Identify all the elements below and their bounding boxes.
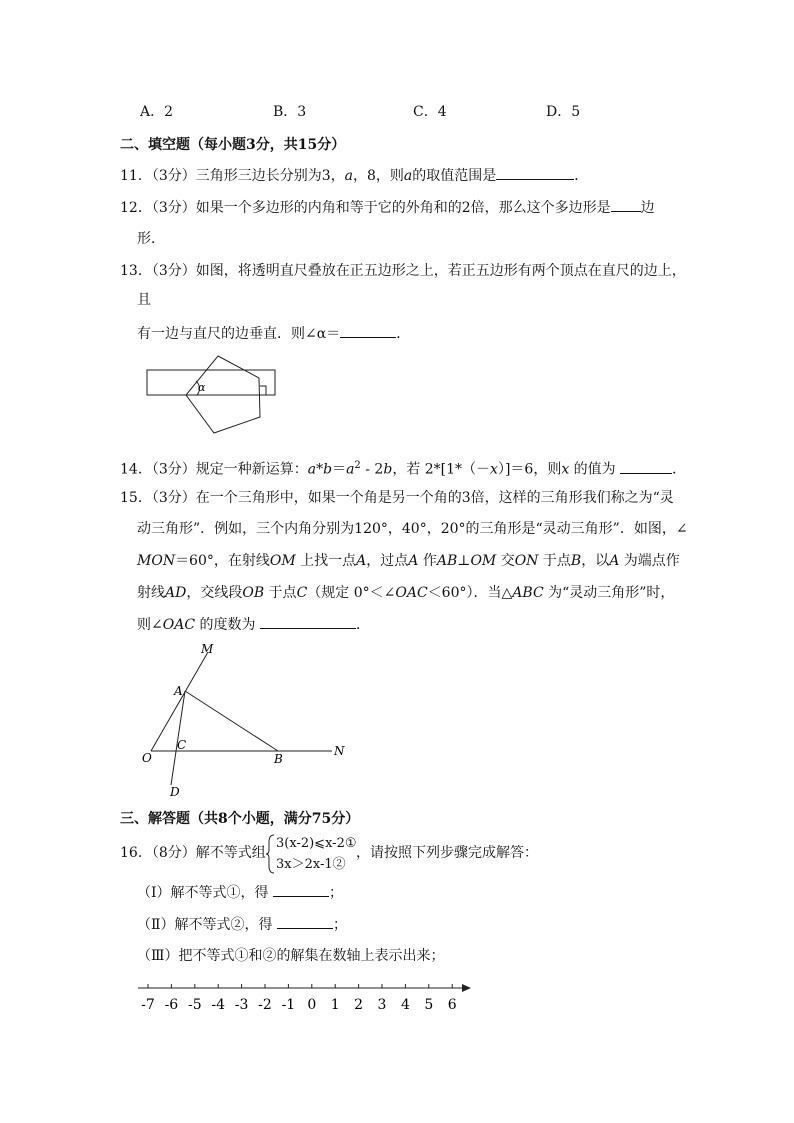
choice-d: D．5 bbox=[546, 104, 581, 120]
q15-var: OAC bbox=[162, 617, 196, 633]
q15-text: ，过点 bbox=[366, 553, 409, 569]
axis-tick-label: -3 bbox=[234, 997, 249, 1013]
q15-line4 bbox=[137, 583, 674, 603]
q15-text: ⊥ bbox=[457, 553, 471, 569]
q15-text: ，以 bbox=[581, 553, 610, 569]
q11-var: a bbox=[344, 168, 353, 184]
axis-tick-label: -4 bbox=[211, 997, 226, 1013]
q14-text: ． bbox=[672, 461, 687, 478]
q15-line2: 动三角形”．例如，三个内角分别为120°，40°，20°的三角形是“灵动三角形”．如图，∠ bbox=[137, 521, 688, 537]
answer-blank-16-1[interactable] bbox=[273, 882, 329, 897]
q15-var: OM bbox=[470, 553, 497, 569]
inequality-1: 3(x-2)⩽x-2① bbox=[276, 836, 357, 851]
q14-text: 14．（3分）规定一种新运算： bbox=[120, 461, 308, 478]
q15-text: ，交线段 bbox=[186, 585, 243, 601]
q14-var: b bbox=[323, 461, 333, 478]
q11-text: 的取值范围是 bbox=[412, 168, 497, 184]
q15-var: ABC bbox=[512, 585, 544, 601]
answer-blank-15[interactable] bbox=[260, 614, 356, 629]
q16-intro: 16．（8分）解不等式组 bbox=[120, 845, 266, 861]
q15-text: 则∠ bbox=[137, 617, 163, 633]
q15-text: 于点 bbox=[538, 553, 571, 569]
answer-blank-16-2[interactable] bbox=[277, 914, 333, 929]
q11-var: a bbox=[403, 168, 413, 184]
q15-var: A bbox=[408, 553, 419, 569]
answer-blank-11[interactable] bbox=[496, 165, 574, 180]
ruler-pentagon-figure bbox=[140, 350, 285, 440]
q15-text: 的度数为 bbox=[195, 617, 256, 633]
q14-text: - 2 bbox=[360, 461, 384, 478]
choice-c: C．4 bbox=[413, 104, 447, 120]
choice-b: B．3 bbox=[273, 104, 307, 120]
q16-step-3: （Ⅲ）把不等式①和②的解集在数轴上表示出来； bbox=[137, 948, 445, 964]
q14-sup: 2 bbox=[354, 460, 361, 471]
q14-text: ，若 2*[1*（－ bbox=[392, 461, 491, 478]
q15-text: ＝60°，在射线 bbox=[175, 553, 270, 569]
q15-text: 为端点作 bbox=[619, 553, 680, 569]
axis-tick-label: 4 bbox=[400, 997, 410, 1013]
q15-var: OB bbox=[242, 585, 265, 601]
q15-text: ＜60°）．当△ bbox=[427, 585, 513, 601]
alpha-label: α bbox=[198, 381, 206, 394]
q12-text: 12．（3分）如果一个多边形的内角和等于它的外角和的2倍，那么这个多边形是 bbox=[120, 200, 611, 216]
label-a: A bbox=[174, 684, 183, 698]
q13-line3 bbox=[137, 323, 410, 344]
q12-text: 边 bbox=[640, 200, 655, 216]
q16-text: （Ⅱ）解不等式②，得 bbox=[137, 917, 273, 933]
axis-tick-label: -6 bbox=[164, 997, 179, 1013]
q12-line2: 形． bbox=[137, 231, 165, 247]
q15-var: OAC bbox=[395, 585, 428, 601]
q15-line1: 15．（3分）在一个三角形中，如果一个角是另一个角的3倍，这样的三角形我们称之为“灵 bbox=[120, 490, 674, 506]
question-11 bbox=[120, 165, 588, 186]
question-12 bbox=[120, 197, 655, 218]
q13-line2: 且 bbox=[137, 292, 151, 308]
axis-tick-label: 3 bbox=[377, 997, 387, 1013]
q14-text: ）]＝6，则 bbox=[497, 461, 562, 478]
axis-tick-label: 0 bbox=[307, 997, 317, 1013]
axis-tick-label: 2 bbox=[354, 997, 364, 1013]
q15-line5 bbox=[137, 614, 370, 635]
question-14 bbox=[120, 456, 686, 480]
q16-step-2 bbox=[137, 914, 347, 935]
q15-var: AB bbox=[436, 553, 458, 569]
q15-var: MON bbox=[137, 553, 176, 569]
choice-a: A．2 bbox=[140, 104, 174, 120]
label-n: N bbox=[334, 744, 345, 758]
axis-tick-label: 6 bbox=[447, 997, 457, 1013]
q14-var: x bbox=[490, 461, 498, 478]
inequality-2: 3x＞2x-1② bbox=[276, 857, 346, 872]
answer-blank-13[interactable] bbox=[340, 323, 396, 338]
q13-text: ． bbox=[396, 326, 411, 342]
q13-line1: 13．（3分）如图，将透明直尺叠放在正五边形之上，若正五边形有两个顶点在直尺的边上， bbox=[120, 263, 686, 279]
q15-var: ON bbox=[514, 553, 539, 569]
axis-tick-label: 5 bbox=[424, 997, 434, 1013]
q15-text: 为“灵动三角形”时， bbox=[543, 585, 675, 601]
label-b: B bbox=[274, 752, 283, 766]
q15-var: C bbox=[296, 585, 308, 601]
q15-var: A bbox=[609, 553, 620, 569]
q15-text: 作 bbox=[418, 553, 437, 569]
q15-text: ． bbox=[355, 617, 370, 633]
ray-om bbox=[151, 652, 208, 751]
q14-var: a bbox=[346, 461, 355, 478]
q15-text: 上找一点 bbox=[295, 553, 357, 569]
axis-arrow bbox=[462, 984, 471, 992]
q14-text: 的值为 bbox=[569, 461, 616, 478]
q14-var: x bbox=[561, 461, 570, 478]
label-o: O bbox=[142, 751, 152, 765]
right-angle-mark bbox=[260, 386, 266, 395]
system-brace bbox=[266, 834, 276, 874]
q16-instruction: ，请按照下列步骤完成解答： bbox=[356, 845, 538, 861]
q14-text: ＝ bbox=[332, 461, 347, 478]
q16-text: （Ⅰ）解不等式①，得 bbox=[137, 885, 269, 901]
q14-var: b bbox=[383, 461, 393, 478]
answer-blank-12[interactable] bbox=[611, 197, 641, 212]
q15-text: （规定 0°＜∠ bbox=[307, 585, 396, 601]
q15-text: 于点 bbox=[264, 585, 297, 601]
axis-tick-label: 1 bbox=[330, 997, 340, 1013]
q11-text: ，8，则 bbox=[353, 168, 404, 184]
label-m: M bbox=[201, 642, 214, 656]
q13-text: 有一边与直尺的边垂直．则∠α＝ bbox=[137, 326, 341, 342]
ruler bbox=[147, 370, 275, 395]
segment-ab bbox=[185, 691, 278, 751]
q15-var: B bbox=[570, 553, 582, 569]
triangle-figure bbox=[130, 638, 360, 798]
axis-tick-label: -1 bbox=[281, 997, 296, 1013]
section-3-title: 三、解答题（共8个小题，满分75分） bbox=[120, 811, 360, 827]
label-c: C bbox=[177, 738, 187, 752]
axis-tick-label: -2 bbox=[258, 997, 272, 1013]
answer-blank-14[interactable] bbox=[620, 459, 672, 474]
q15-line3 bbox=[137, 551, 680, 571]
q16-text: ； bbox=[328, 885, 343, 901]
axis-tick-label: -7 bbox=[141, 997, 155, 1013]
number-line bbox=[130, 978, 480, 1014]
q15-text: 射线 bbox=[137, 585, 165, 601]
q16-step-1 bbox=[137, 882, 343, 903]
q14-text: * bbox=[316, 461, 324, 478]
q15-var: AD bbox=[165, 585, 187, 601]
q15-var: A bbox=[356, 553, 367, 569]
q14-var: a bbox=[307, 461, 317, 478]
q15-text: 交 bbox=[496, 553, 515, 569]
section-2-title: 二、填空题（每小题3分，共15分） bbox=[120, 137, 346, 153]
axis-tick-label: -5 bbox=[187, 997, 202, 1013]
q11-text: 11．（3分）三角形三边长分别为3， bbox=[120, 168, 345, 184]
q11-text: ． bbox=[574, 168, 589, 184]
label-d: D bbox=[170, 785, 180, 798]
q15-var: OM bbox=[269, 553, 296, 569]
q16-text: ； bbox=[332, 917, 347, 933]
